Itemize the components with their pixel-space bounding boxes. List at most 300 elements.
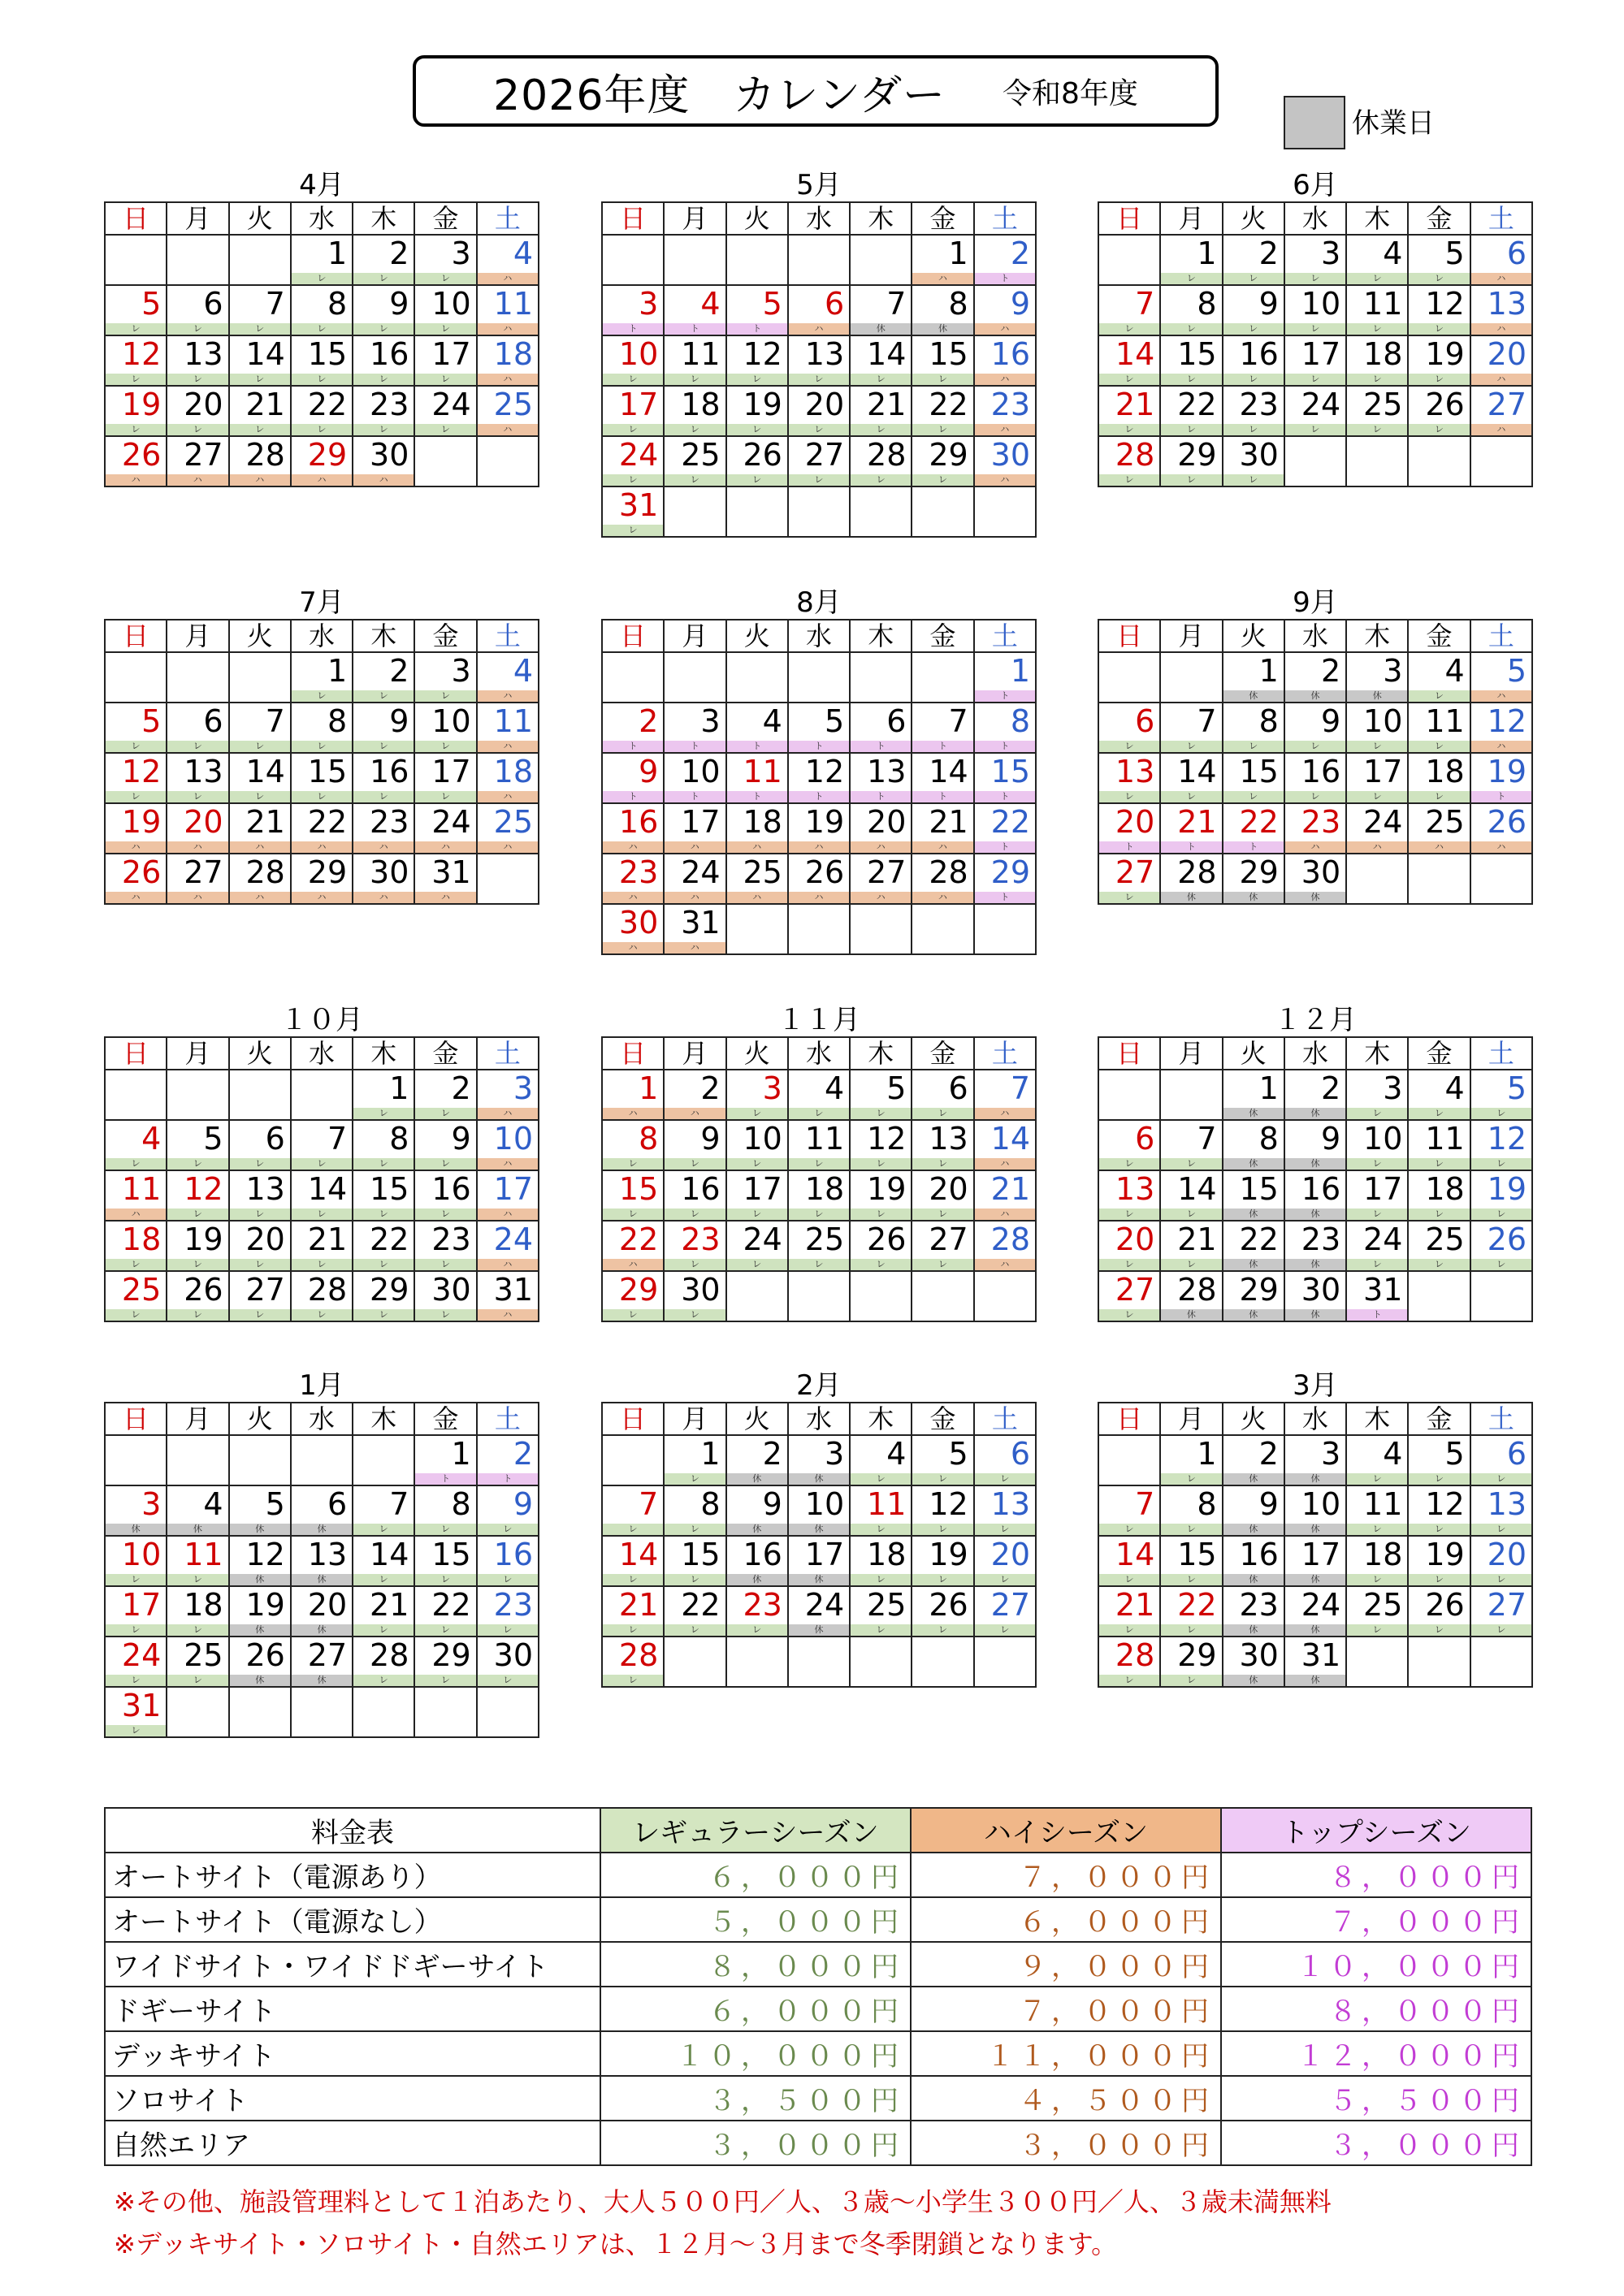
- day-number: 21: [1115, 1587, 1155, 1623]
- day-number: 8: [948, 286, 968, 322]
- day-number: 1: [1197, 236, 1217, 271]
- season-band-regular: レ: [230, 424, 290, 435]
- day-cell: [167, 753, 228, 803]
- day-number: 14: [1115, 336, 1155, 372]
- season-band-regular: レ: [975, 1624, 1035, 1636]
- weekday-label: 水: [291, 620, 353, 652]
- day-cell-inner: [1409, 1171, 1469, 1220]
- day-number: 30: [681, 1272, 721, 1308]
- day-number: 31: [681, 905, 721, 940]
- day-cell: [353, 1271, 414, 1321]
- season-band-regular: レ: [1409, 1259, 1469, 1270]
- season-band-high: ハ: [1347, 841, 1407, 853]
- day-cell: [414, 1536, 476, 1586]
- day-cell-inner: [167, 1121, 227, 1170]
- day-cell: [229, 1637, 291, 1687]
- day-cell: [1284, 854, 1346, 904]
- day-cell: [105, 703, 167, 753]
- day-cell-inner: [789, 703, 849, 752]
- weekday-label: 水: [788, 1403, 850, 1435]
- empty-cell: [602, 235, 664, 285]
- day-number: 11: [681, 336, 721, 372]
- day-cell-inner: [1347, 387, 1407, 435]
- month-calendar: [104, 169, 539, 487]
- week-row: [1098, 1170, 1532, 1221]
- season-band-high: ハ: [975, 1158, 1035, 1170]
- day-cell: [850, 1120, 912, 1170]
- season-band-high: ハ: [478, 1259, 538, 1270]
- day-cell-inner: [975, 1222, 1035, 1270]
- day-number: 17: [121, 1587, 162, 1623]
- day-cell-inner: [789, 854, 849, 903]
- day-cell-inner: [851, 1436, 911, 1485]
- season-band-closed: 休: [1285, 1209, 1345, 1220]
- season-band-top: ト: [975, 741, 1035, 752]
- day-cell: [105, 386, 167, 436]
- price-header-high: ハイシーズン: [911, 1808, 1221, 1853]
- day-cell: [353, 753, 414, 803]
- season-band-regular: レ: [1409, 1473, 1469, 1485]
- day-number: 27: [184, 854, 223, 890]
- day-cell: [1284, 652, 1346, 703]
- season-band-regular: レ: [789, 1259, 849, 1270]
- season-band-regular: レ: [353, 1524, 414, 1535]
- day-cell-inner: [1161, 703, 1221, 752]
- day-cell-inner: [912, 854, 972, 903]
- empty-cell: [602, 1435, 664, 1485]
- day-number: 7: [1135, 1486, 1155, 1522]
- season-band-top: ト: [665, 791, 725, 802]
- day-cell-inner: [1161, 236, 1221, 284]
- note-facility-fee: ※その他、施設管理料として１泊あたり、大人５００円／人、３歳～小学生３００円／人、３歳未満無料: [114, 2186, 1332, 2217]
- day-cell-inner: [1223, 1171, 1284, 1220]
- day-cell: [1408, 1485, 1470, 1536]
- day-number: 2: [1320, 1070, 1341, 1106]
- season-band-closed: 休: [1285, 892, 1345, 903]
- weekday-label: 火: [229, 1037, 291, 1070]
- season-band-regular: レ: [1409, 374, 1469, 385]
- empty-cell: [1284, 436, 1346, 486]
- empty-cell: [974, 904, 1036, 954]
- month-calendar: [1098, 1004, 1533, 1322]
- season-band-regular: レ: [851, 1158, 911, 1170]
- day-number: 15: [431, 1537, 471, 1572]
- month-table: [1098, 1036, 1533, 1322]
- day-cell-inner: [1223, 1637, 1284, 1686]
- day-number: 29: [1239, 1272, 1279, 1308]
- empty-cell: [1470, 1637, 1532, 1687]
- day-number: 27: [867, 854, 907, 890]
- day-cell: [414, 803, 476, 854]
- day-number: 3: [141, 1486, 162, 1522]
- day-cell-inner: [167, 387, 227, 435]
- day-cell: [291, 1536, 353, 1586]
- day-cell-inner: [789, 437, 849, 486]
- season-band-regular: レ: [415, 1259, 475, 1270]
- day-cell-inner: [1099, 437, 1159, 486]
- day-number: 28: [245, 854, 285, 890]
- season-band-regular: レ: [912, 1624, 972, 1636]
- day-number: 17: [1301, 336, 1341, 372]
- day-cell: [912, 1536, 973, 1586]
- day-cell-inner: [912, 754, 972, 802]
- day-cell-inner: [1285, 1587, 1345, 1636]
- day-cell: [1223, 1170, 1284, 1221]
- day-cell-inner: [415, 1222, 475, 1270]
- day-cell-inner: [353, 437, 414, 486]
- season-band-closed: 休: [1285, 1524, 1345, 1535]
- day-number: 7: [389, 1486, 409, 1522]
- day-cell: [291, 1485, 353, 1536]
- season-band-closed: 休: [1285, 1473, 1345, 1485]
- day-cell-inner: [975, 1587, 1035, 1636]
- weekday-header: [1098, 202, 1532, 235]
- day-cell-inner: [353, 387, 414, 435]
- season-band-closed: 休: [167, 1524, 227, 1535]
- day-cell: [1470, 1170, 1532, 1221]
- day-cell: [726, 1221, 788, 1271]
- day-number: 8: [327, 703, 348, 739]
- day-cell-inner: [851, 1587, 911, 1636]
- day-number: 22: [618, 1222, 659, 1257]
- day-number: 28: [1177, 854, 1217, 890]
- week-row: [105, 1637, 539, 1687]
- season-band-regular: レ: [1099, 1574, 1159, 1585]
- season-band-regular: レ: [1347, 323, 1407, 335]
- day-cell: [974, 235, 1036, 285]
- season-band-high: ハ: [851, 892, 911, 903]
- day-cell-inner: [1347, 1121, 1407, 1170]
- day-cell: [1346, 1485, 1408, 1536]
- day-cell: [1284, 386, 1346, 436]
- season-band-regular: レ: [1223, 273, 1284, 284]
- weekday-label: 水: [1284, 620, 1346, 652]
- day-cell-inner: [1409, 1436, 1469, 1485]
- season-band-regular: レ: [789, 1209, 849, 1220]
- day-cell-inner: [1409, 387, 1469, 435]
- day-number: 21: [370, 1587, 409, 1623]
- day-number: 13: [990, 1486, 1030, 1522]
- day-cell: [1408, 285, 1470, 335]
- day-number: 31: [1301, 1637, 1341, 1673]
- day-number: 22: [681, 1587, 721, 1623]
- season-band-regular: レ: [230, 1309, 290, 1321]
- day-number: 25: [121, 1272, 162, 1308]
- day-cell-inner: [478, 1486, 538, 1535]
- day-cell-inner: [1471, 1486, 1531, 1535]
- day-number: 24: [431, 804, 471, 840]
- price-top: ３，０００円: [1221, 2121, 1531, 2165]
- season-band-regular: レ: [665, 1473, 725, 1485]
- day-number: 30: [618, 905, 659, 940]
- day-cell: [1098, 1536, 1160, 1586]
- day-cell-inner: [292, 1272, 352, 1321]
- day-cell: [726, 285, 788, 335]
- empty-cell: [291, 1435, 353, 1485]
- day-cell-inner: [1223, 804, 1284, 853]
- day-cell-inner: [603, 703, 663, 752]
- day-number: 18: [1363, 1537, 1403, 1572]
- day-cell-inner: [912, 1587, 972, 1636]
- season-band-high: ハ: [478, 424, 538, 435]
- day-cell: [912, 703, 973, 753]
- day-cell-inner: [665, 1436, 725, 1485]
- day-cell-inner: [1409, 1587, 1469, 1636]
- month-title: 5月: [796, 169, 842, 201]
- season-band-closed: 休: [1223, 892, 1284, 903]
- season-band-regular: レ: [665, 1574, 725, 1585]
- day-cell-inner: [665, 703, 725, 752]
- day-number: 12: [867, 1121, 907, 1157]
- empty-cell: [353, 1435, 414, 1485]
- day-number: 9: [1320, 703, 1341, 739]
- day-number: 2: [700, 1070, 721, 1106]
- day-number: 20: [867, 804, 907, 840]
- weekday-label: 土: [1470, 620, 1532, 652]
- day-number: 30: [1239, 1637, 1279, 1673]
- season-band-regular: レ: [353, 1209, 414, 1220]
- season-band-closed: 休: [1161, 1309, 1221, 1321]
- month-title: 7月: [299, 586, 344, 619]
- empty-cell: [105, 1070, 167, 1120]
- day-cell: [1284, 753, 1346, 803]
- day-number: 7: [639, 1486, 659, 1522]
- day-number: 30: [1239, 437, 1279, 473]
- month-calendar: [601, 1369, 1037, 1688]
- season-band-high: ハ: [603, 1259, 663, 1270]
- day-cell: [1408, 386, 1470, 436]
- price-top: ８，０００円: [1221, 1853, 1531, 1897]
- month-title: 4月: [299, 169, 344, 201]
- day-number: 18: [681, 387, 721, 422]
- day-cell-inner: [975, 804, 1035, 853]
- weekday-label: 水: [1284, 1403, 1346, 1435]
- day-number: 4: [700, 286, 721, 322]
- day-cell-inner: [1471, 236, 1531, 284]
- season-band-regular: レ: [230, 374, 290, 385]
- season-band-closed: 休: [1285, 1259, 1345, 1270]
- day-cell: [726, 803, 788, 854]
- season-band-regular: レ: [603, 474, 663, 486]
- season-band-regular: レ: [353, 424, 414, 435]
- day-cell: [414, 652, 476, 703]
- month-table: [601, 201, 1037, 538]
- weekday-label: 日: [602, 620, 664, 652]
- day-cell: [1284, 1070, 1346, 1120]
- day-cell-inner: [1161, 1486, 1221, 1535]
- season-band-closed: 休: [292, 1624, 352, 1636]
- price-high: ９，０００円: [911, 1942, 1221, 1987]
- day-number: 11: [493, 703, 533, 739]
- day-number: 5: [1444, 1436, 1465, 1472]
- day-number: 14: [1177, 1171, 1217, 1207]
- season-band-regular: レ: [353, 741, 414, 752]
- season-band-regular: レ: [1099, 1309, 1159, 1321]
- empty-cell: [850, 235, 912, 285]
- week-row: [602, 1586, 1036, 1637]
- season-band-regular: レ: [415, 1309, 475, 1321]
- empty-cell: [1346, 1637, 1408, 1687]
- empty-cell: [726, 652, 788, 703]
- day-number: 11: [121, 1171, 162, 1207]
- day-cell: [788, 803, 850, 854]
- season-band-regular: レ: [1347, 741, 1407, 752]
- day-cell: [1160, 1120, 1222, 1170]
- day-cell-inner: [727, 703, 787, 752]
- day-cell-inner: [415, 1537, 475, 1585]
- week-row: [105, 1170, 539, 1221]
- weekday-label: 金: [912, 202, 973, 235]
- season-band-regular: レ: [665, 1158, 725, 1170]
- day-cell-inner: [478, 1222, 538, 1270]
- day-number: 26: [804, 854, 845, 890]
- day-cell: [477, 1536, 539, 1586]
- day-cell: [850, 1485, 912, 1536]
- day-cell-inner: [167, 336, 227, 385]
- day-cell: [788, 703, 850, 753]
- day-cell-inner: [665, 1121, 725, 1170]
- weekday-label: 木: [850, 1403, 912, 1435]
- day-number: 10: [743, 1121, 782, 1157]
- day-number: 13: [307, 1537, 348, 1572]
- week-row: [602, 1170, 1036, 1221]
- season-band-high: ハ: [106, 1209, 166, 1220]
- day-number: 4: [141, 1121, 162, 1157]
- day-number: 4: [1383, 1436, 1403, 1472]
- weekday-label: 木: [850, 202, 912, 235]
- empty-cell: [788, 904, 850, 954]
- day-number: 6: [327, 1486, 348, 1522]
- day-cell: [1408, 335, 1470, 386]
- empty-cell: [912, 1271, 973, 1321]
- season-band-high: ハ: [1471, 741, 1531, 752]
- day-number: 1: [1258, 653, 1279, 689]
- day-cell: [974, 652, 1036, 703]
- week-row: [1098, 854, 1532, 904]
- day-number: 13: [1487, 286, 1527, 322]
- day-cell: [912, 1070, 973, 1120]
- day-number: 1: [327, 653, 348, 689]
- season-band-high: ハ: [478, 1158, 538, 1170]
- day-cell: [850, 386, 912, 436]
- day-cell-inner: [1161, 336, 1221, 385]
- weekday-label: 土: [477, 620, 539, 652]
- day-number: 17: [743, 1171, 782, 1207]
- season-band-high: ハ: [106, 841, 166, 853]
- day-cell: [1408, 753, 1470, 803]
- season-band-top: ト: [975, 841, 1035, 853]
- week-row: [602, 1536, 1036, 1586]
- empty-cell: [291, 1070, 353, 1120]
- day-number: 15: [1239, 1171, 1279, 1207]
- day-number: 28: [618, 1637, 659, 1673]
- season-band-closed: 休: [727, 1473, 787, 1485]
- weekday-header: [105, 1037, 539, 1070]
- day-cell-inner: [1285, 1537, 1345, 1585]
- day-cell: [664, 1120, 725, 1170]
- season-band-regular: レ: [1099, 892, 1159, 903]
- day-number: 22: [370, 1222, 409, 1257]
- week-row: [105, 1586, 539, 1637]
- day-cell: [1470, 386, 1532, 436]
- weekday-label: 土: [1470, 202, 1532, 235]
- day-cell: [414, 1435, 476, 1485]
- season-band-high: ハ: [230, 841, 290, 853]
- season-band-top: ト: [975, 791, 1035, 802]
- day-cell: [664, 1536, 725, 1586]
- empty-cell: [1408, 854, 1470, 904]
- day-number: 20: [804, 387, 845, 422]
- price-top: ５，５００円: [1221, 2076, 1531, 2121]
- empty-cell: [602, 652, 664, 703]
- day-cell-inner: [106, 1222, 166, 1270]
- season-band-high: ハ: [603, 1108, 663, 1119]
- title-box: [413, 55, 1219, 127]
- season-band-high: ハ: [789, 841, 849, 853]
- season-band-regular: レ: [665, 424, 725, 435]
- weekday-label: 土: [477, 1403, 539, 1435]
- season-band-regular: レ: [1347, 273, 1407, 284]
- day-number: 27: [804, 437, 845, 473]
- day-cell: [229, 1221, 291, 1271]
- day-cell-inner: [353, 703, 414, 752]
- day-cell: [229, 335, 291, 386]
- day-cell-inner: [851, 336, 911, 385]
- day-cell: [167, 285, 228, 335]
- season-band-regular: レ: [1347, 1158, 1407, 1170]
- day-number: 16: [618, 804, 659, 840]
- season-band-regular: レ: [665, 1624, 725, 1636]
- day-number: 20: [1115, 1222, 1155, 1257]
- day-number: 2: [1258, 236, 1279, 271]
- day-cell: [1098, 753, 1160, 803]
- day-number: 12: [929, 1486, 968, 1522]
- day-cell-inner: [353, 754, 414, 802]
- weekday-label: 木: [850, 620, 912, 652]
- day-cell-inner: [106, 1688, 166, 1736]
- day-cell-inner: [603, 1070, 663, 1119]
- season-band-high: ハ: [727, 892, 787, 903]
- season-band-regular: レ: [665, 1524, 725, 1535]
- day-cell-inner: [603, 487, 663, 536]
- season-band-high: ハ: [665, 841, 725, 853]
- empty-cell: [167, 235, 228, 285]
- day-cell: [291, 1170, 353, 1221]
- day-cell: [353, 1637, 414, 1687]
- day-cell: [1346, 1271, 1408, 1321]
- empty-cell: [1470, 436, 1532, 486]
- day-cell-inner: [1471, 1222, 1531, 1270]
- day-number: 18: [493, 336, 533, 372]
- price-high: ６，０００円: [911, 1897, 1221, 1942]
- price-row: [105, 1942, 1531, 1987]
- day-cell-inner: [975, 437, 1035, 486]
- day-cell: [1346, 285, 1408, 335]
- season-band-regular: レ: [789, 474, 849, 486]
- day-cell: [353, 1485, 414, 1536]
- season-band-closed: 休: [1285, 1574, 1345, 1585]
- day-number: 26: [867, 1222, 907, 1257]
- day-cell-inner: [1223, 387, 1284, 435]
- day-number: 27: [1487, 387, 1527, 422]
- day-cell: [1098, 285, 1160, 335]
- day-cell: [1160, 1435, 1222, 1485]
- weekday-label: 土: [1470, 1037, 1532, 1070]
- day-number: 13: [1115, 1171, 1155, 1207]
- day-cell: [353, 235, 414, 285]
- season-band-high: ハ: [478, 1108, 538, 1119]
- day-cell-inner: [1099, 1537, 1159, 1585]
